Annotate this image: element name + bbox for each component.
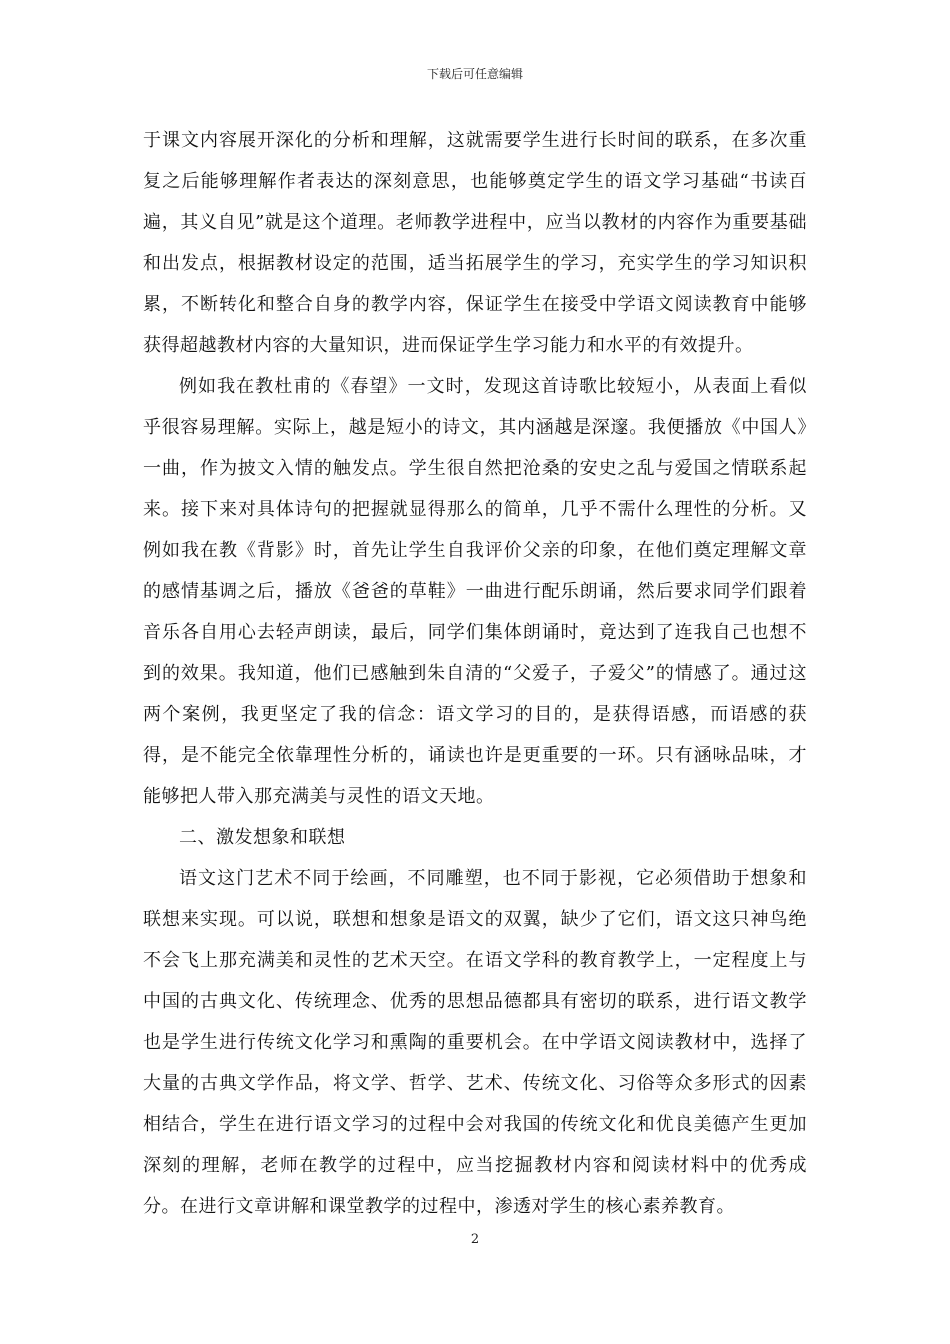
paragraph-continuation: 于课文内容展开深化的分析和理解，这就需要学生进行长时间的联系，在多次重复之后能够理解作者表达的深刻意思，也能够奠定学生的语文学习基础“书读百遍，其义自见”就是这个道理。老师教学进程中，应当以教材的内容作为重要基础和出发点，根据教材设定的范围，适当拓展学生的学习，充实学生的学习知识积累，不断转化和整合自身的教学内容，保证学生在接受中学语文阅读教育中能够获得超越教材内容的大量知识，进而保证学生学习能力和水平的有效提升。	[143, 130, 807, 356]
section-heading: 二、激发想象和联想	[179, 827, 346, 848]
page-header: 下载后可任意编辑	[426, 67, 523, 81]
page-number: 2	[470, 1232, 480, 1247]
document-body	[143, 120, 807, 1227]
paragraph-example: 例如我在教杜甫的《春望》一文时，发现这首诗歌比较短小，从表面上看似乎很容易理解。实际上，越是短小的诗文，其内涵越是深邃。我便播放《中国人》一曲，作为披文入情的触发点。学生很自然把沧桑的安史之乱与爱国之情联系起来。接下来对具体诗句的把握就显得那么的简单，几乎不需什么理性的分析。又例如我在教《背影》时，首先让学生自我评价父亲的印象，在他们奠定理解文章的感情基调之后，播放《爸爸的草鞋》一曲进行配乐朗诵，然后要求同学们跟着音乐各自用心去轻声朗读，最后，同学们集体朗诵时，竟达到了连我自己也想不到的效果。我知道，他们已感触到朱自清的“父爱子，子爱父”的情感了。通过这两个案例，我更坚定了我的信念：语文学习的目的，是获得语感，而语感的获得，是不能完全依靠理性分析的，诵读也许是更重要的一环。只有涵咏品味，才能够把人带入那充满美与灵性的语文天地。	[143, 376, 807, 807]
paragraph-imagination: 语文这门艺术不同于绘画，不同雕塑，也不同于影视，它必须借助于想象和联想来实现。可以说，联想和想象是语文的双翼，缺少了它们，语文这只神鸟绝不会飞上那充满美和灵性的艺术天空。在语文学科的教育教学上，一定程度上与中国的古典文化、传统理念、优秀的思想品德都具有密切的联系，进行语文教学也是学生进行传统文化学习和熏陶的重要机会。在中学语文阅读教材中，选择了大量的古典文学作品，将文学、哲学、艺术、传统文化、习俗等众多形式的因素相结合，学生在进行语文学习的过程中会对我国的传统文化和优良美德产生更加深刻的理解，老师在教学的过程中，应当挖掘教材内容和阅读材料中的优秀成分。在进行文章讲解和课堂教学的过程中，渗透对学生的核心素养教育。	[143, 868, 807, 1217]
